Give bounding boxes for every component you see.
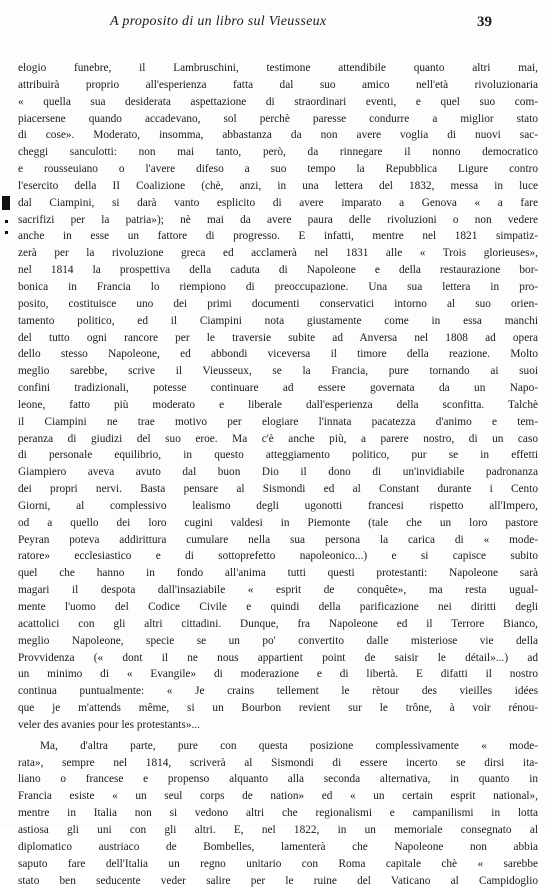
- body-text: [18, 60, 538, 889]
- text-line: Giampiero aveva avuto dal buon Dio il dono di un'invidiabile padronanza: [18, 464, 538, 481]
- text-line: liano o francese e propenso alquanto alla seconda alternativa, in quanto in: [18, 771, 538, 788]
- text-line: Giorni, al complessivo lealismo degli ugonotti francesi rispetto all'Impero,: [18, 498, 538, 515]
- text-line: veler des avanies pour les protestants»...: [18, 717, 538, 734]
- text-line: saputo fare dell'Italia un regno unitario con Roma capitale chè « sarebbe: [18, 856, 538, 873]
- text-line: leone, fatto più moderato e liberale dall'esperienza della sconfitta. Talchè: [18, 397, 538, 414]
- paragraph: [18, 738, 538, 889]
- text-line: tamento politico, ed il Ciampini nota giustamente come in essa manchi: [18, 313, 538, 330]
- text-line: mente l'uomo del Codice Civile e quindi della parificazione nei diritti degli: [18, 599, 538, 616]
- margin-dot-mark: [5, 231, 8, 234]
- text-line: acattolici con gli altri cittadini. Dunque, fra Napoleone ed il Terrore Bianco,: [18, 616, 538, 633]
- text-line: dal Ciampini, si darà vanto esplicito di avere imparato a Genova « a fare: [18, 195, 538, 212]
- text-line: stato ben seducente veder salire per le ruine del Vaticano al Campidoglio: [18, 873, 538, 889]
- text-line: di cose». Moderato, insomma, abbastanza da non avere voglia di nuovi sac-: [18, 127, 538, 144]
- text-line: l'esercito della II Coalizione (chè, anzi, in una lettera del 1832, messa in luce: [18, 178, 538, 195]
- paragraph: [18, 60, 538, 734]
- text-line: anche in esse un fattore di progresso. E infatti, mentre nel 1821 simpatiz-: [18, 228, 538, 245]
- text-line: « quella sua desiderata aspettazione di straordinari eventi, e quel suo com-: [18, 94, 538, 111]
- text-line: que je m'attends même, si un Bourbon revient sur le trône, à voir rénou-: [18, 700, 538, 717]
- page-number: 39: [477, 14, 492, 31]
- text-line: Peyran poteva addirittura cumulare nella sua persona la carica di « mode-: [18, 532, 538, 549]
- text-line: piacersene quando accadevano, sol perchè paresse condurre a miglior stato: [18, 111, 538, 128]
- text-line: cheggi sanculotti: non mai tanto, però, da rinnegare il nonno democratico: [18, 144, 538, 161]
- running-title: A proposito di un libro sul Vieusseux: [110, 14, 410, 30]
- text-line: mentre in Italia non si vedono altri che regionalismi e campanilismi in lotta: [18, 805, 538, 822]
- text-line: diplomatico austriaco de Bombelles, lamenterà che Napoleone non abbia: [18, 839, 538, 856]
- text-line: posito, costituisce uno dei primi documenti conservatici intorno al suo orien-: [18, 296, 538, 313]
- text-line: nel 1814 la prospettiva della caduta di Napoleone e della restaurazione bor-: [18, 262, 538, 279]
- text-line: quel che hanno in fondo all'anima tutti questi protestanti: Napoleone sarà: [18, 565, 538, 582]
- text-line: od a quello dei loro cugini valdesi in Piemonte (tale che un loro pastore: [18, 515, 538, 532]
- text-line: attribuirà proprio all'esperienza fatta dal suo amico nell'età rivoluzionaria: [18, 77, 538, 94]
- text-line: bonica in Francia lo riempiono di preoccupazione. Una sua lettera in pro-: [18, 279, 538, 296]
- text-line: sacrifizi per la patria»); nè mai da avere paura delle rivoluzioni o non vedere: [18, 212, 538, 229]
- margin-dot-mark: [5, 220, 8, 223]
- text-line: il Ciampini ne trae motivo per elogiare l'innata pacatezza d'animo e tem-: [18, 414, 538, 431]
- text-line: continua puntualmente: « Je crains tellement le rètour des vieilles idées: [18, 683, 538, 700]
- text-line: elogio funebre, il Lambruschini, testimone attendibile quanto altri mai,: [18, 60, 538, 77]
- text-line: confini tradizionali, potesse continuare ad essere governata da un Napo-: [18, 380, 538, 397]
- text-line: astiosa gli uni con gli altri. E, nel 1822, in un memoriale consegnato al: [18, 822, 538, 839]
- text-line: ratore» ecclesiastico e di sottoprefetto napoleonico...) e si capisce subito: [18, 548, 538, 565]
- text-line: dello stesso Napoleone, ed abbondi viceversa il timore della reazione. Molto: [18, 346, 538, 363]
- text-line: meglio sarebbe, scrive il Vieusseux, se la Francia, pure tornando ai suoi: [18, 363, 538, 380]
- text-line: rata», sempre nel 1814, scriverà al Sismondi di essere incerto se dirsi ita-: [18, 755, 538, 772]
- text-line: magari il despota dall'insaziabile « esprit de conquête», ma resta ugual-: [18, 582, 538, 599]
- text-line: di personale equilibrio, in questo atteggiamento politico, pur se in effetti: [18, 447, 538, 464]
- text-line: del tutto ogni rancore per le traversie subite ad Anversa nel 1808 ad opera: [18, 330, 538, 347]
- margin-bar-mark: [2, 196, 10, 210]
- text-line: dei propri nervi. Basta pensare al Sismondi ed al Constant durante i Cento: [18, 481, 538, 498]
- text-line: Provvidenza (« dont il ne nous appartient point de saisir le détail»...) ad: [18, 650, 538, 667]
- text-line: e rousseuiano o l'avere difeso a suo tempo la Repubblica Ligure contro: [18, 161, 538, 178]
- text-line: un minimo di « Evangile» di moderazione e di libertà. E difatti il nostro: [18, 666, 538, 683]
- text-line: Ma, d'altra parte, pure con questa posizione complessivamente « mode-: [18, 738, 538, 755]
- text-line: meglio Napoleone, specie se un po' convertito dalle misteriose vie della: [18, 633, 538, 650]
- text-line: zerà per la rivoluzione greca ed acclamerà nel 1831 alle « Trois glorieuses»,: [18, 245, 538, 262]
- text-line: peranza di giudizi del suo eroe. Ma c'è anche più, a parere nostro, di un caso: [18, 431, 538, 448]
- text-line: Francia esiste « un seul corps de nation» ed « un certain esprit national»,: [18, 788, 538, 805]
